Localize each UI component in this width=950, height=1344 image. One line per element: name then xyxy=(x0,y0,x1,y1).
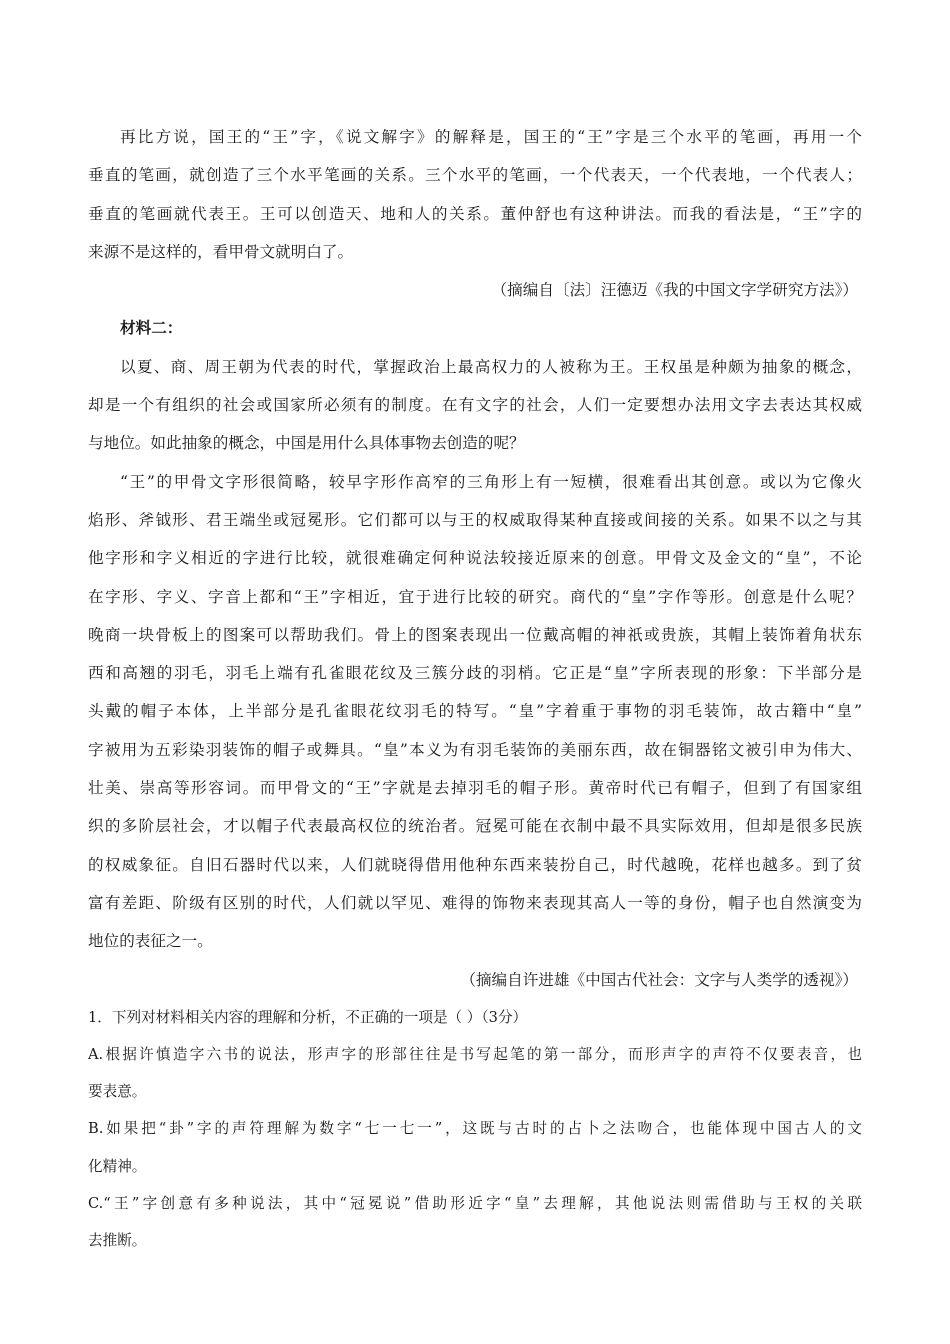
option-line: A.根据许慎造字六书的说法，形声字的形部往往是书写起笔的第一部分，而形声字的声符不仅要表音，也 xyxy=(88,1046,862,1064)
text-line: 垂直的笔画就代表王。王可以创造天、地和人的关系。董仲舒也有这种讲法。而我的看法是，“王”字的 xyxy=(88,204,862,223)
text-line: 却是一个有组织的社会或国家所必须有的制度。在有文字的社会，人们一定要想办法用文字去表达其权威 xyxy=(88,396,862,415)
option-line: 去推断。 xyxy=(88,1231,147,1249)
option-b xyxy=(88,1110,862,1184)
text-line: 垂直的笔画，就创造了三个水平笔画的关系。三个水平的笔画，一个代表天，一个代表地，一个代表人； xyxy=(88,166,862,185)
material-one-paragraph xyxy=(88,118,862,271)
text-line: 头戴的帽子本体，上半部分是孔雀眼花纹羽毛的特写。“皇”字着重于事物的羽毛装饰，故古籍中“皇” xyxy=(88,702,862,721)
document-page xyxy=(88,118,862,1259)
text-line: 的权威象征。自旧石器时代以来，人们就晓得借用他种东西来装扮自己，时代越晚，花样也越多。到了贫 xyxy=(88,855,862,874)
text-line: 富有差距、阶级有区别的时代，人们就以罕见、难得的饰物来表现其高人一等的身份，帽子也自然演变为 xyxy=(88,893,862,912)
source-citation: （摘编自许进雄《中国古代社会：文字与人类学的透视》） xyxy=(460,970,858,989)
text-line: 与地位。如此抽象的概念，中国是用什么具体事物去创造的呢？ xyxy=(88,434,525,453)
material-two-paragraph-1 xyxy=(88,348,862,463)
text-line: 字被用为五彩染羽装饰的帽子或舞具。“皇”本义为有羽毛装饰的美丽东西，故在铜器铭文被引申为伟大、 xyxy=(88,740,862,759)
text-line: “王”的甲骨文字形很简略，较早字形作高窄的三角形上有一短横，很难看出其创意。或以为它像火 xyxy=(120,472,862,491)
option-a xyxy=(88,1036,862,1110)
text-line: 地位的表征之一。 xyxy=(88,932,213,951)
text-line: 来源不是这样的，看甲骨文就明白了。 xyxy=(88,242,354,261)
material-two-paragraph-2 xyxy=(88,463,862,961)
text-line: 西和高翘的羽毛，羽毛上端有孔雀眼花纹及三簇分歧的羽梢。它正是“皇”字所表现的形象：下半部分是 xyxy=(88,664,862,683)
section-heading: 材料二： xyxy=(120,318,183,338)
text-line: 以夏、商、周王朝为代表的时代，掌握政治上最高权力的人被称为王。王权虽是种颇为抽象的概念， xyxy=(120,357,862,376)
option-line: 化精神。 xyxy=(88,1157,147,1175)
option-line: C.“王”字创意有多种说法，其中“冠冕说”借助形近字“皇”去理解，其他说法则需借助与王权的关联 xyxy=(88,1194,862,1212)
source-citation: （摘编自〔法〕汪德迈《我的中国文字学研究方法》） xyxy=(491,281,858,300)
text-line: 壮美、崇高等形容词。而甲骨文的“王”字就是去掉羽毛的帽子形。黄帝时代已有帽子，但到了有国家组 xyxy=(88,779,862,798)
text-line: 再比方说，国王的“王”字，《说文解字》的解释是，国王的“王”字是三个水平的笔画，再用一个 xyxy=(120,128,862,146)
question-stem: 1．下列对材料相关内容的理解和分析，不正确的一项是（ ）（3分） xyxy=(88,1008,528,1026)
text-line: 焰形、斧钺形、君王端坐或冠冕形。它们都可以与王的权威取得某种直接或间接的关系。如果不以之与其 xyxy=(88,510,862,529)
option-line: 要表意。 xyxy=(88,1083,147,1101)
option-c xyxy=(88,1185,862,1259)
text-line: 在字形、字义、字音上都和“王”字相近，宜于进行比较的研究。商代的“皇”字作等形。创意是什么呢？ xyxy=(88,587,862,606)
text-line: 他字形和字义相近的字进行比较，就很难确定何种说法较接近原来的创意。甲骨文及金文的“皇”，不论 xyxy=(88,549,862,568)
text-line: 织的多阶层社会，才以帽子代表最高权位的统治者。冠冕可能在衣制中最不具实际效用，但却是很多民族 xyxy=(88,817,862,836)
option-line: B.如果把“卦”字的声符理解为数字“七一七一”，这既与古时的占卜之法吻合，也能体现中国古人的文 xyxy=(88,1120,862,1138)
text-line: 晚商一块骨板上的图案可以帮助我们。骨上的图案表现出一位戴高帽的神祇或贵族，其帽上装饰着角状东 xyxy=(88,625,862,644)
question-block xyxy=(88,999,862,1259)
